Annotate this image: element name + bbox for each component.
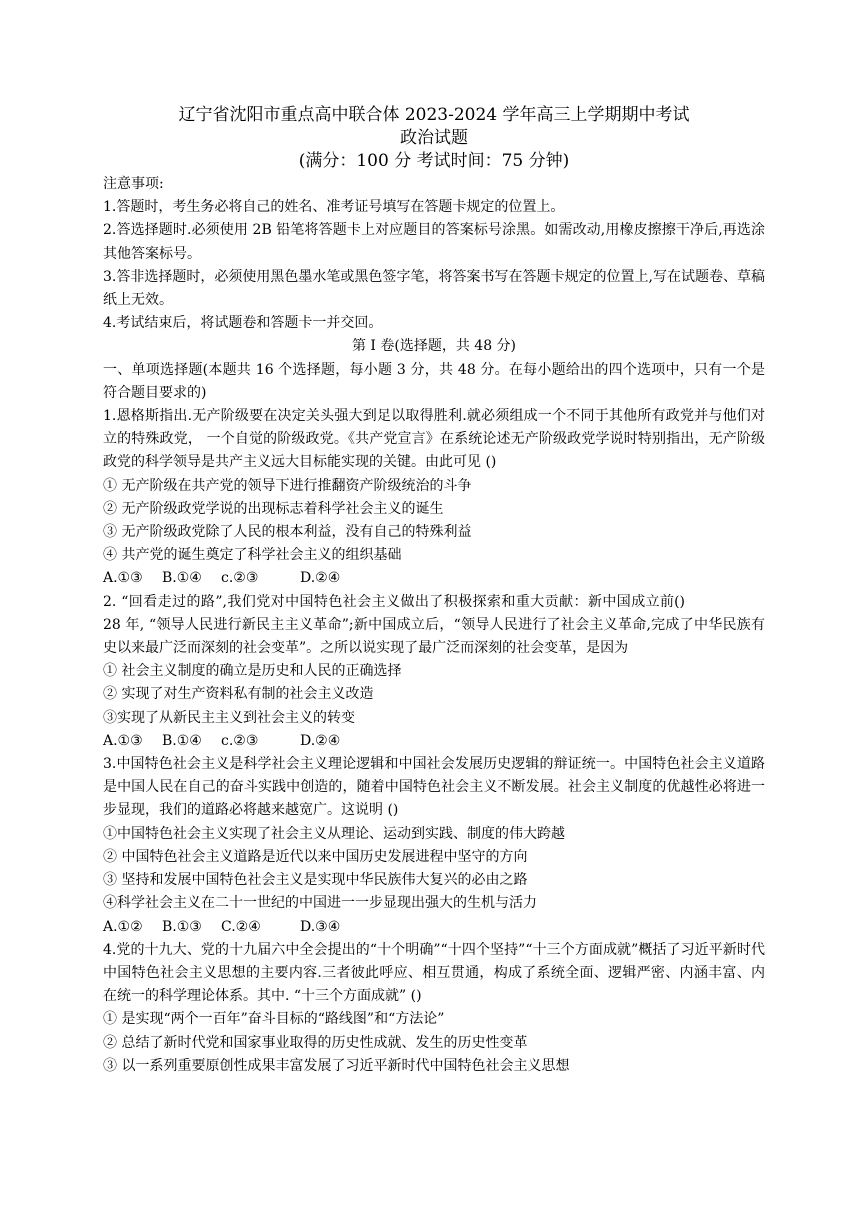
question-1 [103, 405, 765, 591]
section-instruction: 一、单项选择题(本题共 16 个选择题，每小题 3 分，共 48 分。在每小题给出的四个选项中，只有一个是符合题目要求的) [103, 361, 765, 401]
exam-page [103, 104, 765, 1078]
statement: ③实现了从新民主主义到社会主义的转变 [103, 709, 355, 726]
option-a: A.①③ [103, 570, 143, 587]
option-a: A.①③ [103, 732, 143, 749]
statement: ③ 以一系列重要原创性成果丰富发展了习近平新时代中国特色社会主义思想 [103, 1057, 570, 1074]
question-stem: () 2. “回看走过的路”,我们党对中国特色社会主义做出了积极探索和重大贡献：新中国成立前28 年, “领导人民进行新民主主义革命”;新中国成立后，“领导人民进行了社会主义革命,完成了中华民族有史以来最广泛而深刻的社会变革”。之所以说实现了最广泛而深刻的社会变革，是因为 [103, 591, 765, 661]
option-d: D.②④ [300, 732, 341, 749]
option-c: c.②③ [221, 570, 259, 587]
statement: ③ 无产阶级政党除了人民的根本利益，没有自己的特殊利益 [103, 524, 472, 541]
statement: ① 无产阶级在共产党的领导下进行推翻资产阶级统治的斗争 [103, 477, 472, 494]
answer-options [103, 730, 765, 753]
option-c: c.②③ [221, 732, 259, 749]
note-item: 4.考试结束后，将试题卷和答题卡一并交回。 [103, 315, 383, 332]
question-stem: 3.中国特色社会主义是科学社会主义理论逻辑和中国社会发展历史逻辑的辩证统一。中国特色社会主义道路是中国人民在自己的奋斗实践中创造的，随着中国特色社会主义不断发展。社会主义制度的优越性必将进一步显现，我们的道路必将越来越宽广。这说明 () [103, 756, 765, 819]
note-item: 3.答非选择题时，必须使用黑色墨水笔或黑色签字笔，将答案书写在答题卡规定的位置上,写在试题卷、草稿纸上无效。 [103, 268, 765, 309]
statement: ② 总结了新时代党和国家事业取得的历史性成就、发生的历史性变革 [103, 1034, 528, 1051]
note-item: 2.答选择题时.必须使用 2B 铅笔将答题卡上对应题目的答案标号涂黑。如需改动,用橡皮擦擦干净后,再选涂其他答案标号。 [103, 222, 765, 262]
option-b: B.①③ [162, 918, 202, 935]
option-b: B.①④ [162, 570, 202, 587]
question-2 [103, 591, 765, 753]
exam-meta: (满分：100 分 考试时间：75 分钟) [298, 151, 570, 171]
question-3 [103, 753, 765, 939]
statement: ② 实现了对生产资料私有制的社会主义改造 [103, 686, 374, 703]
answer-options [103, 916, 765, 939]
option-a: A.①② [103, 918, 143, 935]
question-4 [103, 939, 765, 1078]
question-stem: 4.党的十九大、党的十九届六中全会提出的“十个明确”“十四个坚持”“十三个方面成就”概括了习近平新时代中国特色社会主义思想的主要内容.三者彼此呼应、相互贯通，构成了系统全面、逻辑严密、内涵丰富、内在统一的科学理论体系。其中. “十三个方面成就” () [103, 941, 765, 1005]
answer-options [103, 567, 765, 590]
option-d: D.③④ [300, 918, 341, 935]
statement: ② 无产阶级政党学说的出现标志着科学社会主义的诞生 [103, 500, 444, 517]
answer-paren: () [674, 593, 685, 610]
note-item: 1.答题时，考生务必将自己的姓名、准考证号填写在答题卡规定的位置上。 [103, 199, 565, 216]
notes-heading: 注意事项: [103, 176, 164, 192]
option-c: C.②④ [221, 918, 261, 935]
statement: ④科学社会主义在二十一世纪的中国进一一步显现出强大的生机与活力 [103, 895, 537, 912]
section-title: 第 Ⅰ 卷(选择题，共 48 分) [351, 338, 517, 355]
subject-title: 政治试题 [400, 128, 468, 148]
option-b: B.①④ [162, 732, 202, 749]
statement: ② 中国特色社会主义道路是近代以来中国历史发展进程中坚守的方向 [103, 848, 528, 865]
statement: ① 是实现“两个一百年”奋斗目标的“路线图”和“方法论” [103, 1011, 445, 1028]
statement: ① 社会主义制度的确立是历史和人民的正确选择 [103, 663, 402, 680]
statement: ③ 坚持和发展中国特色社会主义是实现中华民族伟大复兴的必由之路 [103, 872, 528, 889]
statement: ①中国特色社会主义实现了社会主义从理论、运动到实践、制度的伟大跨越 [103, 825, 565, 842]
statement: ④ 共产党的诞生奠定了科学社会主义的组织基础 [103, 547, 402, 564]
question-stem: 1.恩格斯指出.无产阶级要在决定关头强大到足以取得胜利.就必须组成一个不同于其他所有政党并与他们对立的特殊政党， 一个自觉的阶级政党。《共产党宣言》在系统论述无产阶级政党学说时特别指出，无产阶级政党的科学领导是共产主义远大目标能实现的关键。由此可见 () [103, 408, 765, 471]
exam-title: 辽宁省沈阳市重点高中联合体 2023-2024 学年高三上学期期中考试 [178, 105, 690, 125]
option-d: D.②④ [300, 570, 341, 587]
